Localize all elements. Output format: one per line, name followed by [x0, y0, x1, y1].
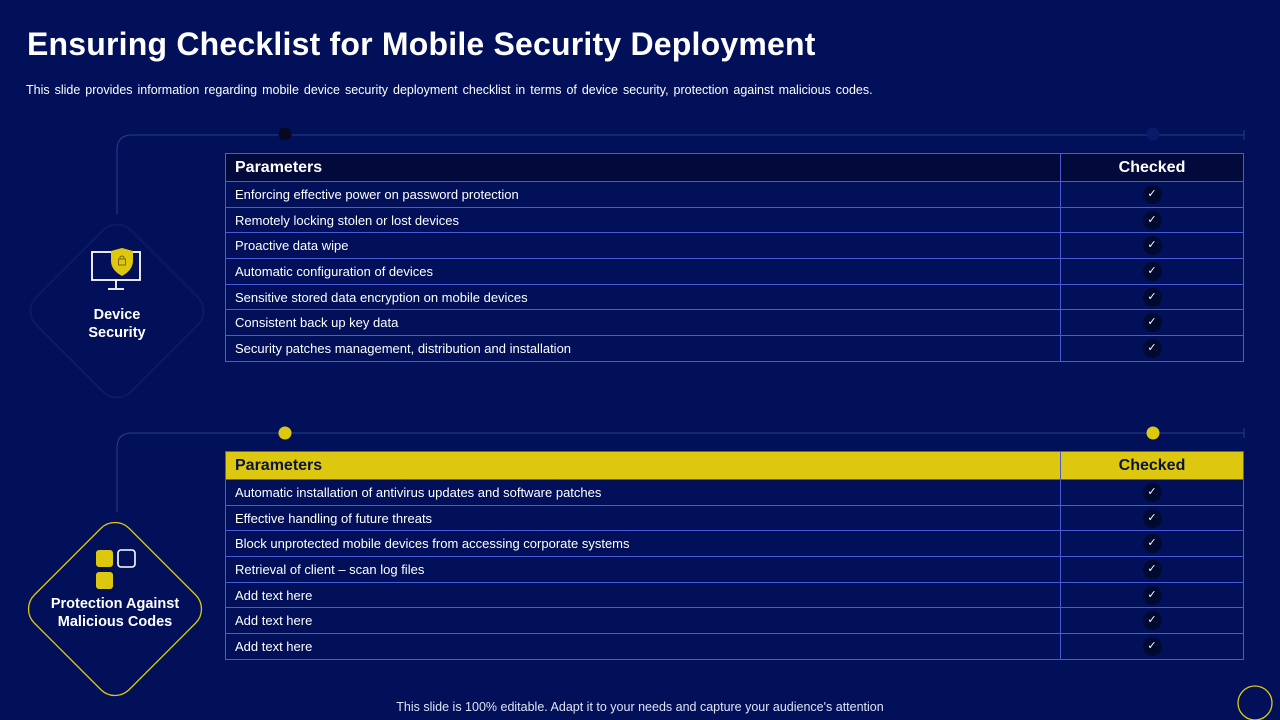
- table-row: [226, 531, 1244, 557]
- param-cell: Security patches management, distribution and installation: [226, 336, 1061, 362]
- param-cell: Add text here: [226, 582, 1061, 608]
- checkmark-icon: ✓: [1143, 611, 1162, 630]
- param-cell: Proactive data wipe: [226, 233, 1061, 259]
- checkmark-icon: ✓: [1143, 534, 1162, 553]
- table-row: [226, 505, 1244, 531]
- checkmark-icon: ✓: [1143, 339, 1162, 358]
- device-security-label: Device Security: [88, 307, 146, 341]
- checked-header: Checked: [1061, 452, 1244, 480]
- table-row: [226, 233, 1244, 259]
- table-row: [226, 634, 1244, 660]
- checkmark-icon: ✓: [1143, 211, 1162, 230]
- table-row: [226, 284, 1244, 310]
- checked-header: Checked: [1061, 154, 1244, 182]
- param-cell: Enforcing effective power on password protection: [226, 182, 1061, 208]
- checkmark-icon: ✓: [1143, 483, 1162, 502]
- timeline-dot: [279, 427, 292, 440]
- checkmark-icon: ✓: [1143, 560, 1162, 579]
- parameters-header: Parameters: [226, 452, 1061, 480]
- monitor-shield-icon: [90, 246, 144, 297]
- table-row: [226, 480, 1244, 506]
- checkmark-icon: ✓: [1143, 313, 1162, 332]
- slide-title: Ensuring Checklist for Mobile Security Deployment: [27, 26, 816, 62]
- table-row: [226, 608, 1244, 634]
- table-header-row: [226, 452, 1244, 480]
- param-cell: Retrieval of client – scan log files: [226, 557, 1061, 583]
- table-row: [226, 259, 1244, 285]
- table-row: [226, 182, 1244, 208]
- param-cell: Consistent back up key data: [226, 310, 1061, 336]
- param-cell: Add text here: [226, 634, 1061, 660]
- device-security-table: [225, 153, 1244, 362]
- checkmark-icon: ✓: [1143, 262, 1162, 281]
- protection-label: Protection Against Malicious Codes: [50, 596, 180, 630]
- checkmark-icon: ✓: [1143, 586, 1162, 605]
- param-cell: Sensitive stored data encryption on mobile devices: [226, 284, 1061, 310]
- param-cell: Remotely locking stolen or lost devices: [226, 207, 1061, 233]
- table-row: [226, 310, 1244, 336]
- table-row: [226, 557, 1244, 583]
- timeline-dot: [1147, 128, 1160, 141]
- checkmark-icon: ✓: [1143, 288, 1162, 307]
- param-cell: Add text here: [226, 608, 1061, 634]
- checkmark-icon: ✓: [1143, 509, 1162, 528]
- parameters-header: Parameters: [226, 154, 1061, 182]
- timeline-dot: [279, 128, 292, 141]
- app-blocks-icon: [95, 549, 139, 596]
- param-cell: Effective handling of future threats: [226, 505, 1061, 531]
- table-row: [226, 207, 1244, 233]
- table-row: [226, 582, 1244, 608]
- table-header-row: [226, 154, 1244, 182]
- table-row: [226, 336, 1244, 362]
- param-cell: Automatic configuration of devices: [226, 259, 1061, 285]
- param-cell: Block unprotected mobile devices from accessing corporate systems: [226, 531, 1061, 557]
- checkmark-icon: ✓: [1143, 185, 1162, 204]
- checkmark-icon: ✓: [1143, 236, 1162, 255]
- checkmark-icon: ✓: [1143, 637, 1162, 656]
- slide-subtitle: This slide provides information regarding mobile device security deployment checklist in terms of device security, protection against malicious codes.: [26, 83, 873, 97]
- slide-footer: This slide is 100% editable. Adapt it to your needs and capture your audience's attention: [396, 700, 884, 714]
- protection-table: [225, 451, 1244, 660]
- timeline-dot: [1147, 427, 1160, 440]
- param-cell: Automatic installation of antivirus updates and software patches: [226, 480, 1061, 506]
